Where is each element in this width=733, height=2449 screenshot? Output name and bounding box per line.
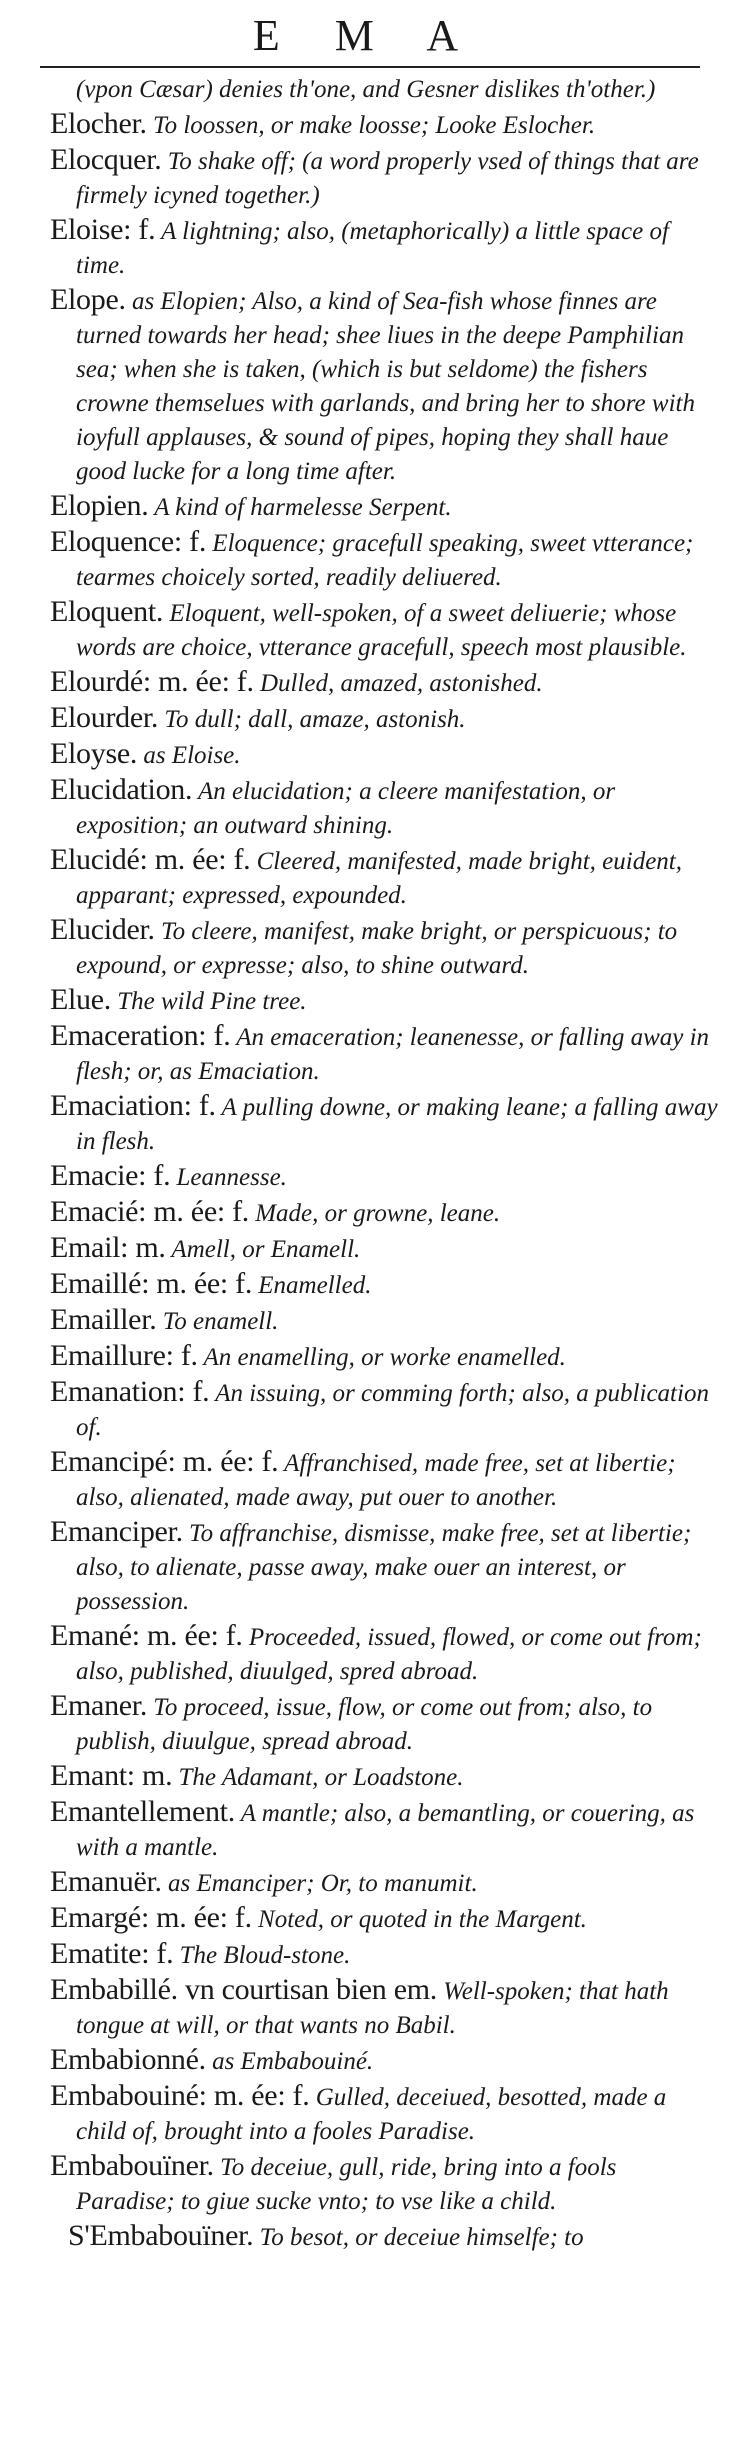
definition: as Emanciper; Or, to manumit.: [161, 1870, 478, 1897]
definition: To dull; dall, amaze, astonish.: [158, 706, 466, 733]
definition: Enamelled.: [252, 1272, 372, 1299]
headword: Emanation: f.: [50, 1375, 210, 1408]
headword: S'Embabouïner.: [68, 2219, 254, 2252]
headword: Eloyse.: [50, 737, 138, 770]
headword: Embabouïner.: [50, 2149, 214, 2182]
definition: The Adamant, or Loadstone.: [172, 1764, 464, 1791]
entry-list: [50, 72, 718, 2256]
definition: Proceeded, issued, flowed, or come out from; also, published, diuulged, spred abroad.: [76, 1624, 702, 1685]
headword: Emacié: m. ée: f.: [50, 1195, 249, 1228]
definition: A kind of harmelesse Serpent.: [148, 494, 452, 521]
definition: To proceed, issue, flow, or come out from; also, to publish, diuulgue, spread abroad.: [76, 1694, 653, 1755]
headword: Email: m.: [50, 1231, 166, 1264]
dictionary-entry: [50, 1340, 718, 1376]
headword: Elourder.: [50, 701, 159, 734]
definition: Affranchised, made free, set at libertie; also, alienated, made away, put ouer to another.: [76, 1450, 676, 1511]
headword: Emargé: m. ée: f.: [50, 1901, 252, 1934]
dictionary-entry: [50, 1760, 718, 1796]
dictionary-entry: [50, 596, 718, 666]
headword: Emailler.: [50, 1303, 157, 1336]
definition: An elucidation; a cleere manifestation, or exposition; an outward shining.: [76, 778, 616, 839]
headword: Embabillé. vn courtisan bien em.: [50, 1973, 437, 2006]
page-header: E M A: [252, 11, 481, 60]
headword: Elope.: [50, 283, 126, 316]
headword: Emantellement.: [50, 1795, 235, 1828]
definition: Made, or growne, leane.: [248, 1200, 501, 1227]
headword: Elucidation.: [50, 773, 193, 806]
definition: Eloquent, well-spoken, of a sweet deliuerie; whose words are choice, vtterance gracefull, speech most plausible.: [76, 600, 687, 661]
headword: Embabouiné: m. ée: f.: [50, 2079, 310, 2112]
header-rule: [40, 66, 700, 68]
headword: Elopien.: [50, 489, 149, 522]
headword: Emaciation: f.: [50, 1089, 216, 1122]
dictionary-entry: [50, 666, 718, 702]
headword: Eloquent.: [50, 595, 164, 628]
headword: Elocher.: [50, 107, 147, 140]
dictionary-entry: [50, 144, 718, 214]
dictionary-entry: [50, 1090, 718, 1160]
dictionary-entry: [50, 108, 718, 144]
definition: To enamell.: [156, 1308, 279, 1335]
headword: Emanuër.: [50, 1865, 162, 1898]
headword: Emant: m.: [50, 1759, 173, 1792]
dictionary-entry: [50, 1196, 718, 1232]
dictionary-entry: [50, 914, 718, 984]
definition: Leannesse.: [170, 1164, 287, 1191]
dictionary-entry: [50, 2150, 718, 2220]
dictionary-entry: [50, 1160, 718, 1196]
definition: A pulling downe, or making leane; a falling away in flesh.: [76, 1094, 718, 1155]
definition: An emaceration; leanenesse, or falling away in flesh; or, as Emaciation.: [76, 1024, 710, 1085]
dictionary-entry: [50, 738, 718, 774]
definition: Cleered, manifested, made bright, euident, apparant; expressed, expounded.: [76, 848, 682, 909]
definition: To affranchise, dismisse, make free, set at libertie; also, to alienate, passe away, make ouer an interest, or possession.: [76, 1520, 692, 1615]
headword: Emancipé: m. ée: f.: [50, 1445, 279, 1478]
definition: To shake off; (a word properly vsed of things that are firmely icyned together.): [76, 148, 699, 209]
headword: Elucidé: m. ée: f.: [50, 843, 251, 876]
headword: Emaillure: f.: [50, 1339, 198, 1372]
dictionary-entry: [50, 1938, 718, 1974]
definition: To deceiue, gull, ride, bring into a fools Paradise; to giue sucke vnto; to vse like a child.: [76, 2154, 617, 2215]
definition: A lightning; also, (metaphorically) a little space of time.: [76, 218, 669, 279]
dictionary-entry: [50, 984, 718, 1020]
definition: An issuing, or comming forth; also, a publication of.: [76, 1380, 709, 1441]
dictionary-entry: [50, 1974, 718, 2044]
definition: (vpon Cæsar) denies th'one, and Gesner dislikes th'other.): [76, 76, 656, 103]
definition: Eloquence; gracefull speaking, sweet vtterance; tearmes choicely sorted, readily deliuered.: [76, 530, 694, 591]
definition: as Eloise.: [137, 742, 241, 769]
dictionary-entry: [50, 1020, 718, 1090]
definition: Gulled, deceiued, besotted, made a child of, brought into a fooles Paradise.: [76, 2084, 667, 2145]
dictionary-entry: [50, 284, 718, 490]
headword: Elourdé: m. ée: f.: [50, 665, 254, 698]
dictionary-entry: [50, 2044, 718, 2080]
dictionary-entry: [50, 1268, 718, 1304]
definition: To loossen, or make loosse; Looke Eslocher.: [146, 112, 596, 139]
headword: Eloquence: f.: [50, 525, 207, 558]
definition: The wild Pine tree.: [110, 988, 307, 1015]
headword: Elocquer.: [50, 143, 162, 176]
headword: Embabionné.: [50, 2043, 206, 2076]
dictionary-entry: [50, 1620, 718, 1690]
dictionary-entry: [50, 1516, 718, 1620]
definition: as Elopien; Also, a kind of Sea-fish whose finnes are turned towards her head; shee liues in the deepe Pamphilian sea; when she is taken, (which is but seldome) the fishers crowne themselues with garlands, and bring her to shore with ioyfull applauses, & sound of pipes, hoping they shall haue good lucke for a long time after.: [76, 288, 695, 485]
headword: Eloise: f.: [50, 213, 156, 246]
definition: The Bloud-stone.: [173, 1942, 351, 1969]
dictionary-entry: [50, 1304, 718, 1340]
headword: Ematite: f.: [50, 1937, 174, 1970]
dictionary-entry: [50, 1866, 718, 1902]
dictionary-entry: [50, 844, 718, 914]
definition: Dulled, amazed, astonished.: [253, 670, 543, 697]
definition: Well-spoken; that hath tongue at will, or that wants no Babil.: [76, 1978, 669, 2039]
definition: as Embabouiné.: [205, 2048, 374, 2075]
dictionary-entry: [50, 1376, 718, 1446]
dictionary-entry: [50, 774, 718, 844]
dictionary-entry: [50, 1232, 718, 1268]
headword: Elucider.: [50, 913, 155, 946]
dictionary-entry: [50, 490, 718, 526]
headword: Elue.: [50, 983, 111, 1016]
headword: Emaillé: m. ée: f.: [50, 1267, 253, 1300]
dictionary-entry: [50, 1446, 718, 1516]
definition: An enamelling, or worke enamelled.: [197, 1344, 566, 1371]
definition: A mantle; also, a bemantling, or couering, as with a mantle.: [76, 1800, 695, 1861]
dictionary-entry: [50, 526, 718, 596]
dictionary-entry: [50, 72, 718, 108]
dictionary-entry: [50, 1690, 718, 1760]
dictionary-entry: [50, 1902, 718, 1938]
dictionary-entry: [50, 2220, 718, 2256]
definition: Amell, or Enamell.: [165, 1236, 361, 1263]
headword: Emané: m. ée: f.: [50, 1619, 243, 1652]
dictionary-entry: [50, 2080, 718, 2150]
dictionary-entry: [50, 1796, 718, 1866]
headword: Emanciper.: [50, 1515, 183, 1548]
headword: Emaceration: f.: [50, 1019, 231, 1052]
definition: Noted, or quoted in the Margent.: [251, 1906, 587, 1933]
dictionary-entry: [50, 214, 718, 284]
dictionary-entry: [50, 702, 718, 738]
definition: To cleere, manifest, make bright, or perspicuous; to expound, or expresse; also, to shine outward.: [76, 918, 678, 979]
headword: Emacie: f.: [50, 1159, 171, 1192]
definition: To besot, or deceiue himselfe; to: [253, 2224, 584, 2251]
headword: Emaner.: [50, 1689, 148, 1722]
